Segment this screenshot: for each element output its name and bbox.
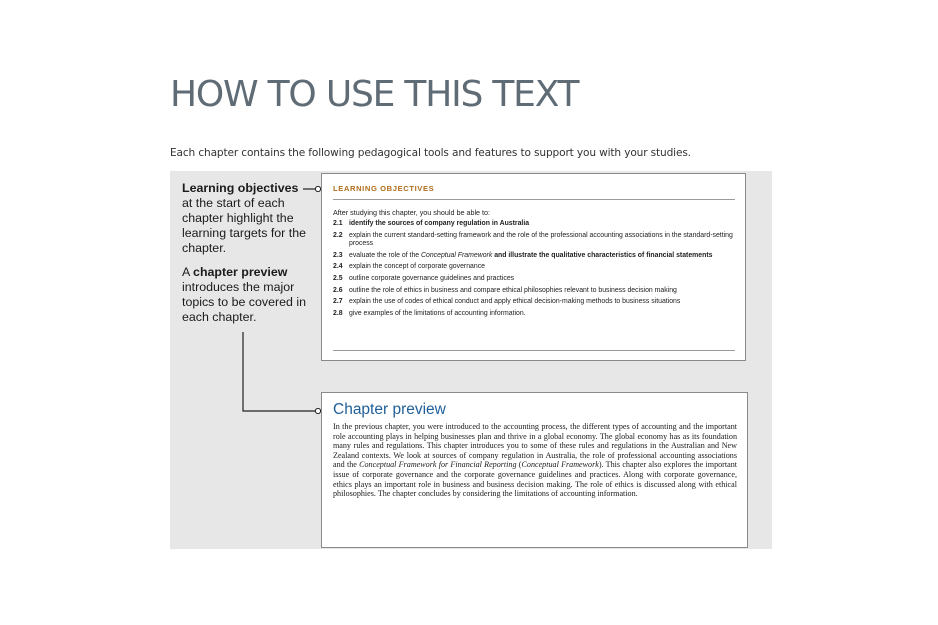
- chapter-preview-term: chapter preview: [193, 265, 288, 279]
- chapter-preview-text: introduces the major topics to be covered in each chapter.: [182, 280, 306, 324]
- objective-text: [349, 252, 735, 261]
- list-item: [333, 220, 735, 229]
- objective-number: 2.4: [333, 263, 343, 271]
- objective-number: 2.2: [333, 231, 343, 239]
- chapter-preview-italic-2: Conceptual Framework: [521, 460, 599, 470]
- chapter-preview-box: [321, 392, 748, 548]
- objective-text: explain the concept of corporate governance: [349, 263, 485, 271]
- chapter-preview-body-1: In the previous chapter, you were introduced to the accounting process, the different types of accounting and the important role accounting plays in helping businesses plan and thrive in a global economy. The global economy has as its foundation many rules and regulations. This chapter introduces you to some of these rules and regulations in the Australian and New Zealand contexts. We look at sources of company regulation in Australia, the role of professional accounting associations and the: [333, 422, 737, 470]
- learning-objectives-list: [333, 220, 735, 318]
- objective-text-italic: Conceptual Framework: [421, 251, 493, 259]
- chapter-preview-body-2: (: [518, 460, 522, 470]
- sample-pages-panel: [170, 171, 772, 549]
- objective-number: 2.8: [333, 309, 343, 317]
- objective-text: give examples of the limitations of accounting information.: [349, 309, 526, 317]
- list-item: [333, 263, 735, 272]
- chapter-preview-prefix: A: [182, 265, 190, 279]
- intro-text: Each chapter contains the following pedagogical tools and features to support you with your studies.: [170, 147, 691, 159]
- objective-text: outline corporate governance guidelines and practices: [349, 274, 515, 282]
- cp-connector-line: [243, 332, 315, 411]
- objective-number: 2.3: [333, 251, 343, 259]
- list-item: [333, 275, 735, 284]
- list-item: [333, 298, 735, 307]
- chapter-preview-heading: Chapter preview: [333, 401, 446, 418]
- page-title: HOW TO USE THIS TEXT: [170, 74, 579, 115]
- list-item: [333, 252, 735, 261]
- chapter-preview-italic-1: Conceptual Framework for Financial Reporting: [359, 460, 517, 470]
- learning-objectives-intro: After studying this chapter, you should be able to:: [333, 208, 491, 217]
- objective-number: 2.1: [333, 220, 343, 227]
- objective-number: 2.6: [333, 286, 343, 294]
- learning-objectives-text: at the start of each chapter highlight the learning targets for the chapter.: [182, 196, 306, 255]
- learning-objectives-heading: LEARNING OBJECTIVES: [333, 184, 735, 200]
- learning-objectives-box: [321, 173, 746, 361]
- chapter-preview-body-3: ). This chapter also explores the important issue of corporate governance and the corporate governance guidelines and practices. Along with corporate governance, ethics plays an important role in business and business decision making. The role of ethics is discussed along with ethical philosophies. The chapter concludes by considering the limitations of accounting information.: [333, 460, 737, 499]
- objective-number: 2.7: [333, 298, 343, 306]
- list-item: [333, 232, 735, 249]
- list-item: [333, 310, 735, 319]
- cp-connector-dot: [315, 408, 320, 413]
- objective-text: outline the role of ethics in business and compare ethical philosophies relevant to business decision making: [349, 286, 677, 294]
- objective-text: identify the sources of company regulation in Australia: [349, 220, 530, 227]
- objective-text-pre: evaluate the role of the: [349, 251, 420, 259]
- list-item: [333, 287, 735, 296]
- chapter-preview-body: [333, 422, 737, 499]
- objective-text-post: and illustrate the qualitative characteristics of financial statements: [494, 251, 713, 259]
- learning-objectives-term: Learning objectives: [182, 181, 299, 195]
- divider: [333, 350, 735, 351]
- objective-text: explain the current standard-setting framework and the role of the professional accounting associations in the standard-setting process: [349, 231, 733, 248]
- lo-connector-dot: [315, 186, 320, 191]
- objective-text: explain the use of codes of ethical conduct and apply ethical decision-making methods to business situations: [349, 298, 681, 306]
- objective-number: 2.5: [333, 274, 343, 282]
